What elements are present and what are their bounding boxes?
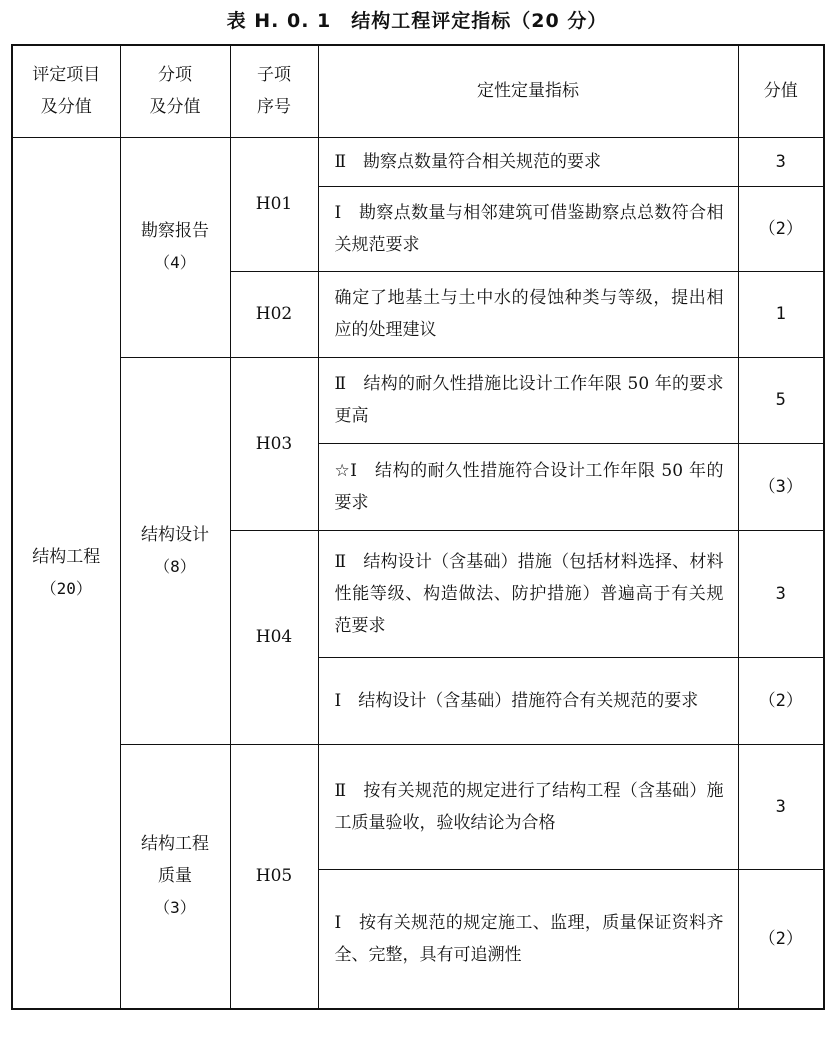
group-name: 结构工程 xyxy=(141,834,209,855)
score-cell: （3） xyxy=(738,443,824,530)
indicator-cell: ☆Ⅰ 结构的耐久性措施符合设计工作年限 50 年的要求 xyxy=(318,443,738,530)
score-cell: （2） xyxy=(738,186,824,271)
indicator-cell: Ⅰ 勘察点数量与相邻建筑可借鉴勘察点总数符合相关规范要求 xyxy=(318,186,738,271)
group-cell xyxy=(120,137,230,357)
table-row xyxy=(12,137,824,186)
header-indicator: 定性定量指标 xyxy=(318,45,738,137)
score-cell: 5 xyxy=(738,357,824,443)
score-cell: （2） xyxy=(738,657,824,744)
group-score: （3） xyxy=(154,898,196,918)
code-cell: H02 xyxy=(230,271,318,357)
category-score: （20） xyxy=(40,578,92,598)
category-name: 结构工程 xyxy=(32,546,101,567)
indicator-cell: Ⅱ 勘察点数量符合相关规范的要求 xyxy=(318,137,738,186)
indicator-cell: Ⅱ 结构设计（含基础）措施（包括材料选择、材料性能等级、构造做法、防护措施）普遍高于有关规范要求 xyxy=(318,530,738,657)
header-category xyxy=(12,45,120,137)
header-group xyxy=(120,45,230,137)
indicator-cell: Ⅱ 结构的耐久性措施比设计工作年限 50 年的要求更高 xyxy=(318,357,738,443)
group-score: （8） xyxy=(154,556,196,576)
code-cell: H01 xyxy=(230,137,318,271)
header-code-line2: 序号 xyxy=(257,97,291,118)
header-row xyxy=(12,45,824,137)
header-code xyxy=(230,45,318,137)
score-cell: 3 xyxy=(738,137,824,186)
header-group-line1: 分项 xyxy=(158,65,192,86)
code-cell: H04 xyxy=(230,530,318,744)
score-cell: （2） xyxy=(738,869,824,1009)
group-cell xyxy=(120,744,230,1009)
table-title: 表 H. 0. 1 结构工程评定指标（20 分） xyxy=(226,10,608,32)
table-row xyxy=(12,744,824,869)
group-name: 结构设计 xyxy=(141,524,209,545)
code-cell: H05 xyxy=(230,744,318,1009)
group-name-line2: 质量 xyxy=(158,866,192,887)
indicator-cell: Ⅰ 结构设计（含基础）措施符合有关规范的要求 xyxy=(318,657,738,744)
indicator-cell: 确定了地基土与土中水的侵蚀种类与等级，提出相应的处理建议 xyxy=(318,271,738,357)
header-code-line1: 子项 xyxy=(257,65,291,86)
header-category-line1: 评定项目 xyxy=(32,65,101,86)
category-cell xyxy=(12,137,120,1009)
table-row xyxy=(12,357,824,443)
score-cell: 3 xyxy=(738,744,824,869)
indicator-cell: Ⅰ 按有关规范的规定施工、监理，质量保证资料齐全、完整，具有可追溯性 xyxy=(318,869,738,1009)
group-name: 勘察报告 xyxy=(141,221,209,241)
score-cell: 3 xyxy=(738,530,824,657)
group-cell xyxy=(120,357,230,744)
header-score: 分值 xyxy=(738,45,824,137)
group-score: （4） xyxy=(154,253,196,272)
indicator-cell: Ⅱ 按有关规范的规定进行了结构工程（含基础）施工质量验收，验收结论为合格 xyxy=(318,744,738,869)
header-category-line2: 及分值 xyxy=(40,97,92,118)
code-cell: H03 xyxy=(230,357,318,530)
header-group-line2: 及分值 xyxy=(149,97,201,118)
evaluation-table xyxy=(11,44,825,1010)
score-cell: 1 xyxy=(738,271,824,357)
